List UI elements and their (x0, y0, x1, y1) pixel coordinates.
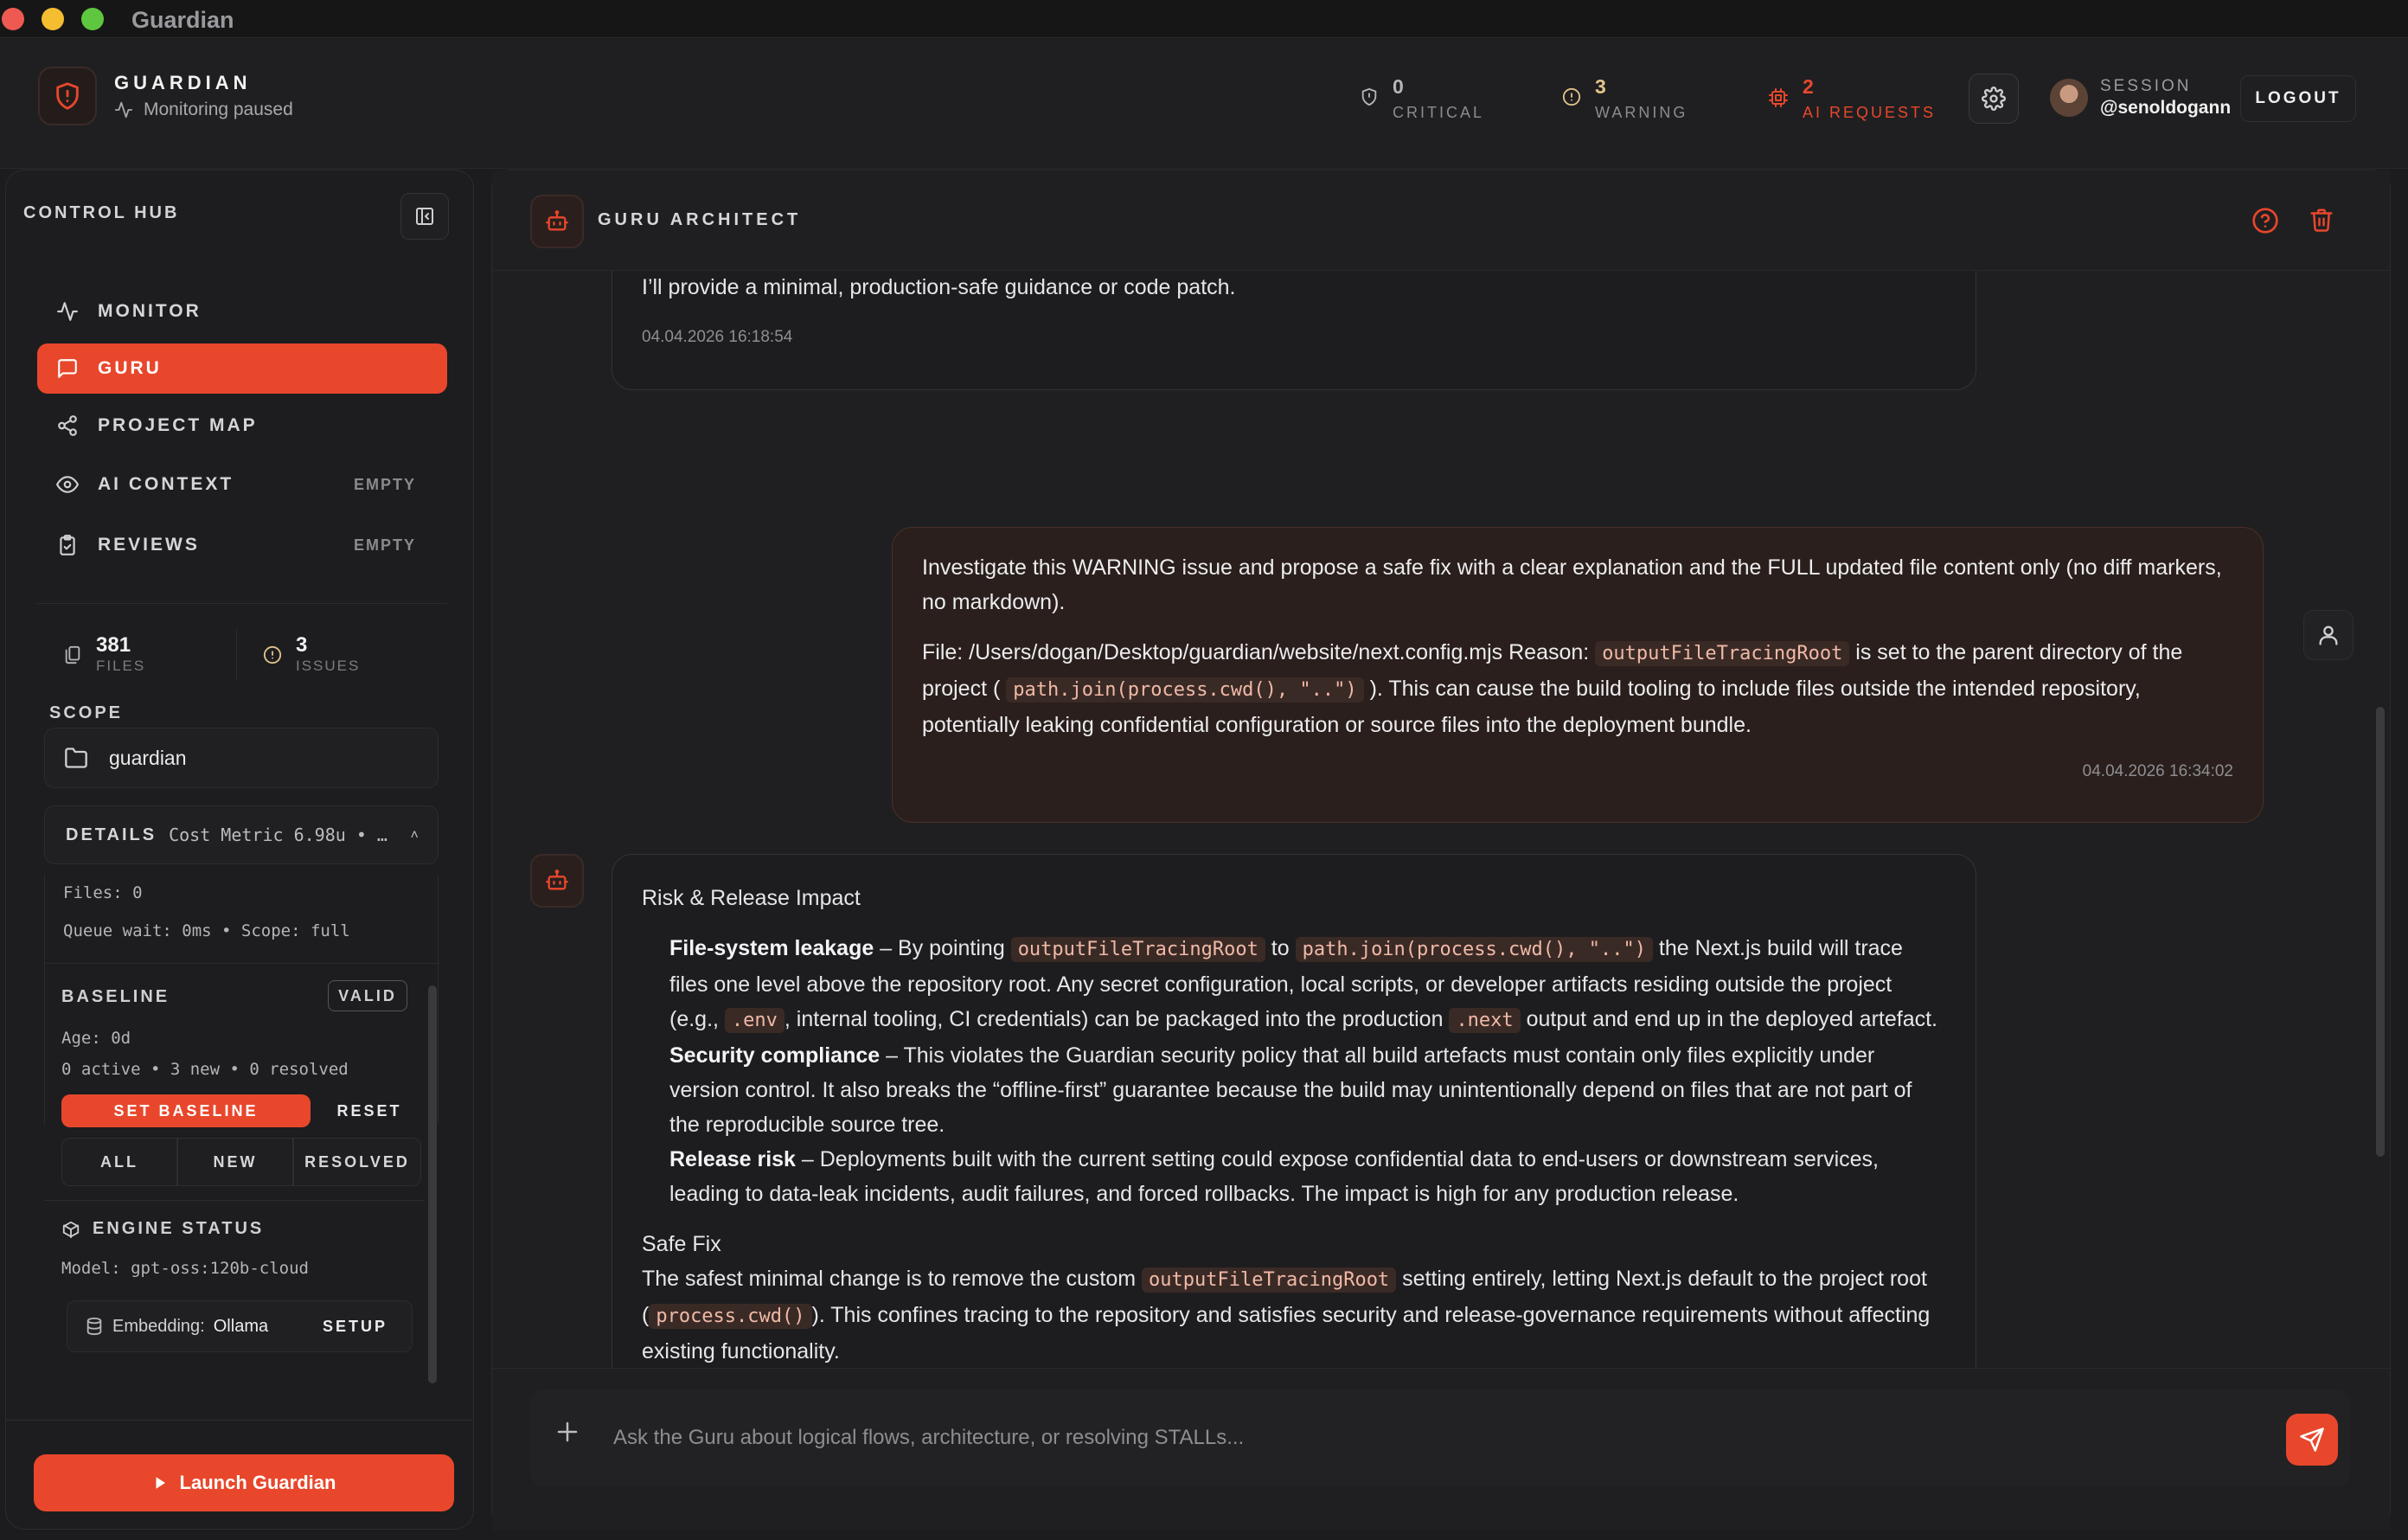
divider (6, 1420, 473, 1421)
zoom-window-button[interactable] (81, 8, 104, 30)
trash-icon (2309, 207, 2334, 233)
inline-code: outputFileTracingRoot (1011, 937, 1265, 962)
clipboard-check-icon (56, 534, 79, 556)
user-text: File: /Users/dogan/Desktop/guardian/website/next.config.mjs Reason: (922, 640, 1590, 664)
help-circle-icon (2251, 207, 2279, 234)
issues-label: ISSUES (296, 658, 361, 674)
shield-icon (38, 67, 97, 125)
nav-guru-label: GURU (98, 358, 162, 378)
bullet-text: – This violates the Guardian security policy that all build artefacts must contain only files explicitly under version control. It also breaks the “offline-first” guarantee because the build may unintentionally depend on files that are not part of the reproducible source tree. (669, 1043, 1912, 1137)
bot-avatar-icon (530, 854, 584, 908)
inline-code: process.cwd() (649, 1304, 811, 1329)
divider (37, 603, 447, 604)
divider (44, 1200, 425, 1201)
scope-label: SCOPE (49, 703, 124, 722)
message-timestamp: 04.04.2026 16:18:54 (642, 328, 793, 346)
share-nodes-icon (56, 414, 79, 437)
bullet-title: File-system leakage (669, 936, 874, 960)
bullet-text: the Next.js build will trace files one level above the repository root. Any secret configuration, local scripts, or developer artifacts residing outside the project (e.g., (669, 936, 1903, 1031)
activity-icon (114, 100, 133, 119)
collapse-sidebar-button[interactable] (400, 193, 449, 240)
chat-input-container (530, 1389, 2350, 1486)
issues-count-block (236, 629, 360, 681)
stat-ai-requests[interactable] (1768, 77, 1936, 122)
alert-circle-icon (1562, 87, 1581, 106)
scope-selector[interactable] (44, 728, 439, 788)
stat-critical[interactable] (1360, 77, 1484, 122)
launch-guardian-label: Launch Guardian (179, 1472, 336, 1493)
scope-value: guardian (109, 746, 187, 769)
fix-paragraph (642, 1261, 1946, 1369)
warning-count: 3 (1595, 75, 1606, 98)
nav-reviews-label: REVIEWS (98, 535, 200, 555)
files-icon (63, 645, 82, 664)
logout-button[interactable]: LOGOUT (2240, 75, 2356, 122)
bullet-text: , internal tooling, CI credentials) can be packaged into the production (784, 1007, 1450, 1031)
queue-line: Queue wait: 0ms • Scope: full (63, 921, 350, 940)
files-count-block (37, 620, 236, 690)
plus-icon (554, 1419, 580, 1445)
details-toggle[interactable] (44, 805, 439, 864)
eye-icon (56, 473, 79, 496)
send-button[interactable] (2286, 1414, 2338, 1466)
session-username: @senoldogann (2100, 98, 2232, 118)
engine-model: Model: gpt-oss:120b-cloud (61, 1259, 309, 1278)
risk-bullets (642, 931, 1946, 1211)
details-value: Cost Metric 6.98u • … (169, 825, 387, 845)
session-label: SESSION (2100, 77, 2192, 95)
message-square-icon (56, 357, 79, 380)
user-avatar[interactable] (2050, 79, 2088, 117)
chevron-up-icon: ˄ (410, 826, 419, 843)
baseline-label: BASELINE (61, 987, 170, 1006)
divider (44, 963, 439, 964)
brand-name: GUARDIAN (114, 72, 252, 93)
nav-project-map[interactable] (37, 401, 447, 451)
play-icon (152, 1475, 168, 1491)
chat-scrollbar[interactable] (2376, 707, 2385, 1157)
ai-context-badge: EMPTY (353, 475, 416, 493)
user-text: ). This can cause the build tooling to include files outside the intended repository, potentially leaking confidential configuration or source files into the deployment bundle. (922, 677, 2141, 737)
alert-circle-icon (263, 645, 282, 664)
filter-new[interactable]: NEW (177, 1138, 293, 1186)
ai-requests-count: 2 (1803, 75, 1814, 98)
stat-warning[interactable] (1562, 77, 1688, 122)
user-message (892, 527, 2264, 823)
fix-text: setting entirely, letting Next.js default to the project root ( (642, 1267, 1927, 1327)
cpu-icon (1768, 87, 1789, 108)
window-title: Guardian (131, 7, 234, 33)
setup-button[interactable]: SETUP (322, 1317, 387, 1335)
shield-alert-icon (1360, 87, 1379, 106)
chat-title: GURU ARCHITECT (598, 210, 802, 229)
nav-monitor-label: MONITOR (98, 301, 202, 321)
filter-resolved[interactable]: RESOLVED (293, 1138, 421, 1186)
clear-chat-button[interactable] (2309, 207, 2334, 237)
nav-monitor[interactable] (37, 286, 447, 337)
minimize-window-button[interactable] (42, 8, 64, 30)
embedding-label: Embedding: (112, 1316, 205, 1336)
filter-all[interactable]: ALL (61, 1138, 177, 1186)
app-header (0, 39, 2408, 169)
monitoring-status (114, 99, 293, 120)
bullet-title: Release risk (669, 1147, 796, 1171)
bullet-text: – By pointing (874, 936, 1011, 960)
inline-code: outputFileTracingRoot (1142, 1267, 1396, 1293)
nav-guru[interactable] (37, 343, 447, 394)
user-text: is set to the parent directory of the project ( (922, 640, 2183, 701)
inline-code: .next (1449, 1008, 1520, 1033)
database-icon (85, 1317, 104, 1336)
ai-requests-label: AI REQUESTS (1803, 104, 1937, 121)
ai-heading-fix: Safe Fix (642, 1232, 721, 1256)
baseline-age: Age: 0d (61, 1029, 131, 1048)
control-hub-sidebar (5, 170, 474, 1530)
details-label: DETAILS (66, 825, 157, 844)
baseline-counts: 0 active • 3 new • 0 resolved (61, 1060, 349, 1079)
baseline-valid-badge: VALID (328, 980, 407, 1011)
engine-status-label: ENGINE STATUS (93, 1219, 265, 1238)
fix-text: ). This confines tracing to the repository and satisfies security and release-governance requirements without affecting existing functionality. (642, 1303, 1931, 1364)
embedding-value: Ollama (213, 1316, 269, 1336)
box-icon (61, 1220, 80, 1239)
inline-code: outputFileTracingRoot (1595, 641, 1849, 666)
ai-message-text: I’ll provide a minimal, production-safe guidance or code patch. (642, 275, 1236, 299)
reset-baseline-button[interactable]: RESET (336, 1101, 402, 1120)
chat-messages[interactable] (492, 271, 2390, 1364)
message-timestamp: 04.04.2026 16:34:02 (2082, 762, 2233, 780)
user-message-p2 (922, 635, 2233, 742)
embedding-row (67, 1300, 413, 1352)
sidebar-scrollbar[interactable] (428, 985, 437, 1383)
folder-icon (64, 746, 88, 770)
window-titlebar (0, 0, 2408, 38)
chat-header (492, 170, 2390, 271)
send-icon (2299, 1427, 2325, 1453)
user-icon (2303, 610, 2354, 660)
sidebar-collapse-icon (414, 206, 435, 227)
activity-icon (56, 300, 79, 323)
files-count: 381 (96, 633, 131, 657)
warning-label: WARNING (1595, 104, 1688, 121)
launch-guardian-button[interactable] (34, 1454, 454, 1511)
guru-chat-panel (491, 170, 2391, 1530)
nav-reviews[interactable] (37, 520, 447, 570)
bullet-title: Security compliance (669, 1043, 881, 1068)
inline-code: .env (725, 1008, 785, 1033)
help-button[interactable] (2251, 207, 2279, 239)
issues-count: 3 (296, 633, 308, 657)
bullet-security (669, 1038, 1946, 1142)
ai-heading-risk: Risk & Release Impact (642, 886, 861, 910)
project-counts (37, 620, 447, 690)
nav-ai-context-label: AI CONTEXT (98, 474, 234, 494)
engine-status-heading (61, 1219, 264, 1239)
close-window-button[interactable] (2, 8, 24, 30)
inline-code: path.join(process.cwd(), "..") (1296, 937, 1653, 962)
bullet-text: – Deployments built with the current setting could expose confidential data to end-users or downstream services, leading to data-leak incidents, audit failures, and forced rollbacks. The impact is high for any production release. (669, 1147, 1879, 1206)
bullet-text: output and end up in the deployed artefact. (1520, 1007, 1937, 1031)
files-line: Files: 0 (63, 883, 143, 902)
settings-button[interactable] (1969, 74, 2019, 124)
monitoring-status-text: Monitoring paused (144, 99, 293, 119)
bullet-text: to (1265, 936, 1296, 960)
chat-input[interactable] (613, 1415, 2257, 1460)
user-message-p1: Investigate this WARNING issue and propose a safe fix with a clear explanation and the FULL updated file content only (no diff markers, no markdown). (922, 555, 2222, 614)
sidebar-title: CONTROL HUB (23, 203, 180, 222)
nav-project-map-label: PROJECT MAP (98, 415, 258, 435)
critical-label: CRITICAL (1393, 104, 1485, 121)
inline-code: path.join(process.cwd(), "..") (1006, 677, 1363, 703)
attach-button[interactable] (554, 1419, 580, 1449)
set-baseline-button[interactable]: SET BASELINE (61, 1094, 311, 1127)
reviews-badge: EMPTY (353, 536, 416, 554)
bot-icon (530, 195, 584, 248)
files-label: FILES (96, 658, 146, 674)
critical-count: 0 (1393, 75, 1404, 98)
bullet-filesystem (669, 931, 1946, 1038)
fix-text: The safest minimal change is to remove the custom (642, 1267, 1143, 1291)
gear-icon (1982, 87, 2006, 111)
bullet-release (669, 1142, 1946, 1211)
chat-input-area (492, 1368, 2390, 1530)
nav-ai-context[interactable] (37, 459, 447, 510)
